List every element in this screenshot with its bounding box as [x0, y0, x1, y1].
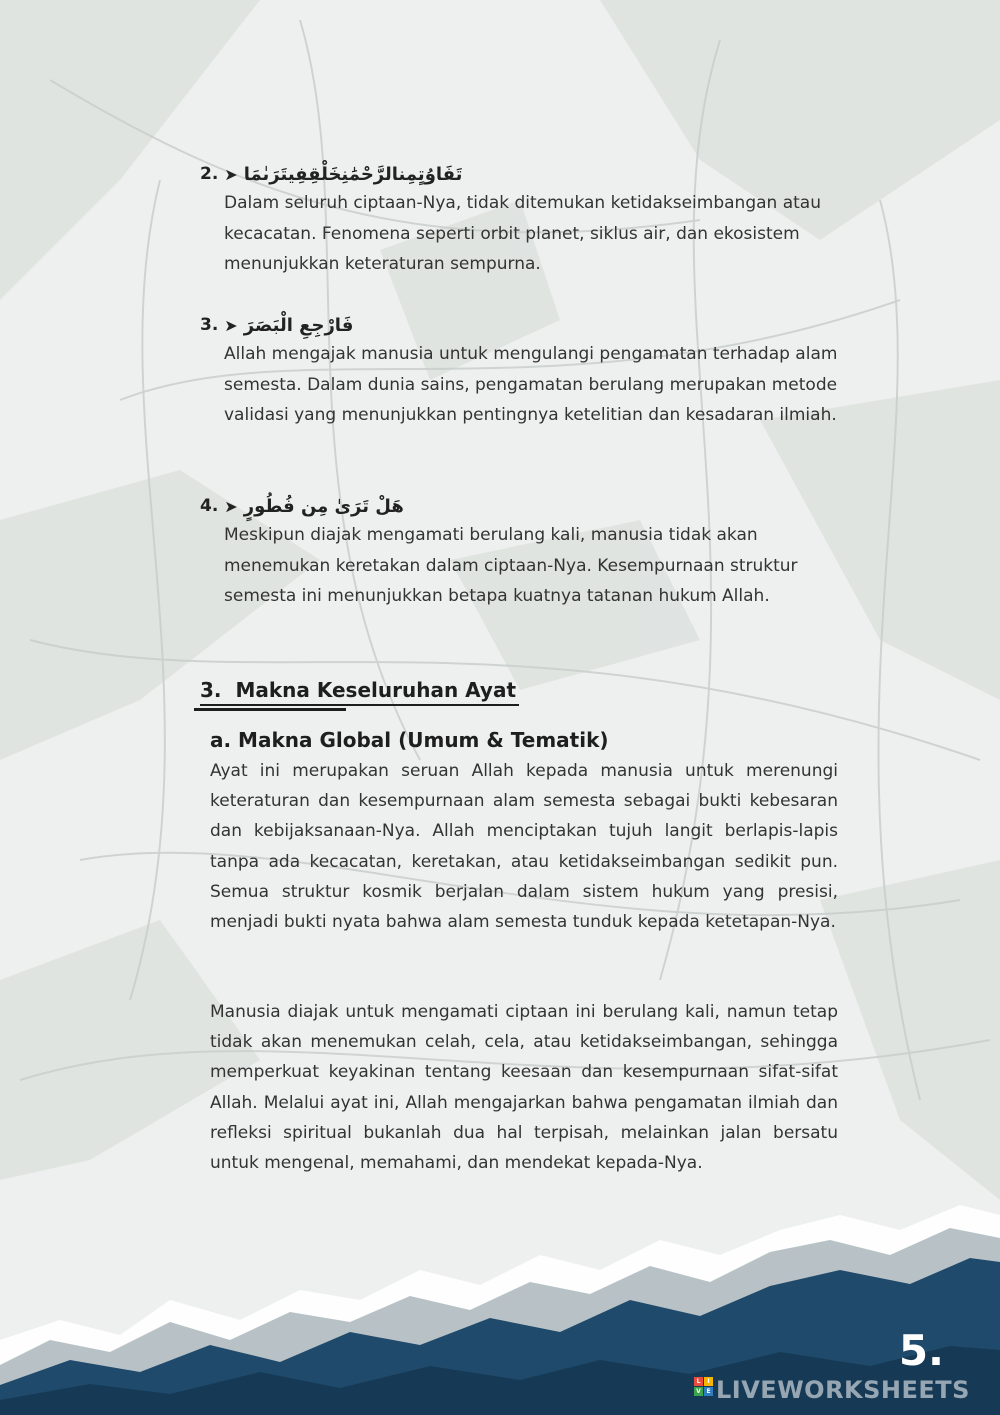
paragraph-2: Manusia diajak untuk mengamati ciptaan ini berulang kali, namun tetap tidak akan menemukan celah, cela, atau ketidakseimbangan, sehingga memperkuat keyakinan tentang keesaan dan kesempurnaan sifat-sifat Allah. Melalui ayat ini, Allah mengajarkan bahwa pengamatan ilmiah dan refleksi spiritual bukanlah dua hal terpisah, melainkan jalan bersatu untuk mengenal, memahami, dan mendekat kepada-Nya. — [210, 1002, 838, 1174]
point-explanation: Meskipun diajak mengamati berulang kali, manusia tidak akan menemukan keretakan dalam ciptaan-Nya. Kesempurnaan struktur semesta ini menunjukkan betapa kuatnya tatanan hukum Allah. — [224, 525, 798, 606]
point-explanation: Allah mengajak manusia untuk mengulangi pengamatan terhadap alam semesta. Dalam dunia sains, pengamatan berulang merupakan metode validasi yang menunjukkan pentingnya ketelitian dan kesadaran ilmiah. — [224, 344, 838, 425]
arabic-phrase: هَلْ تَرَىٰ مِن فُطُورٍ — [243, 495, 404, 517]
subsection-title: a. Makna Global (Umum & Tematik) — [210, 728, 609, 752]
point-heading — [200, 311, 860, 339]
tafsir-point-4 — [200, 492, 860, 612]
arrow-icon: ➤ — [224, 315, 238, 335]
point-heading — [200, 492, 860, 520]
point-number: 3. — [200, 315, 219, 335]
point-explanation: Dalam seluruh ciptaan-Nya, tidak ditemukan ketidakseimbangan atau kecacatan. Fenomena seperti orbit planet, siklus air, dan ekosistem menunjukkan keteraturan sempurna. — [224, 193, 821, 274]
section-title-text: 3. Makna Keseluruhan Ayat — [200, 678, 517, 702]
paragraph-1: Ayat ini merupakan seruan Allah kepada manusia untuk merenungi keteraturan dan kesempurnaan alam semesta sebagai bukti kebesaran dan kebijaksanaan-Nya. Allah menciptakan tujuh langit berlapis-lapis tanpa ada kecacatan, keretakan, atau ketidakseimbangan sedikit pun. Semua struktur kosmik berjalan dalam sistem hukum yang presisi, menjadi bukti nyata bahwa alam semesta tunduk kepada ketetapan-Nya. — [210, 761, 838, 933]
logo-letter: E — [704, 1387, 713, 1396]
page-number: 5. — [898, 1326, 944, 1375]
section-title — [200, 678, 516, 702]
point-number: 2. — [200, 164, 219, 184]
section-underline-accent — [194, 708, 346, 711]
point-heading — [200, 160, 860, 188]
point-number: 4. — [200, 496, 219, 516]
logo-letter: I — [704, 1377, 713, 1386]
section-underline — [200, 704, 519, 706]
tafsir-point-2 — [200, 160, 860, 280]
arrow-icon: ➤ — [224, 164, 238, 184]
watermark-text: LIVEWORKSHEETS — [716, 1376, 970, 1404]
tafsir-point-3 — [200, 311, 860, 431]
liveworksheets-logo-icon — [694, 1377, 713, 1396]
arabic-phrase: فَارْجِعِ الْبَصَرَ — [243, 314, 354, 336]
logo-letter: L — [694, 1377, 703, 1386]
logo-letter: V — [694, 1387, 703, 1396]
arabic-phrase: تَفَاوُتٍمِنالرَّحْمَٰنِخَلْقِفِيتَرَىٰمَا — [243, 163, 463, 185]
arrow-icon: ➤ — [224, 496, 238, 516]
